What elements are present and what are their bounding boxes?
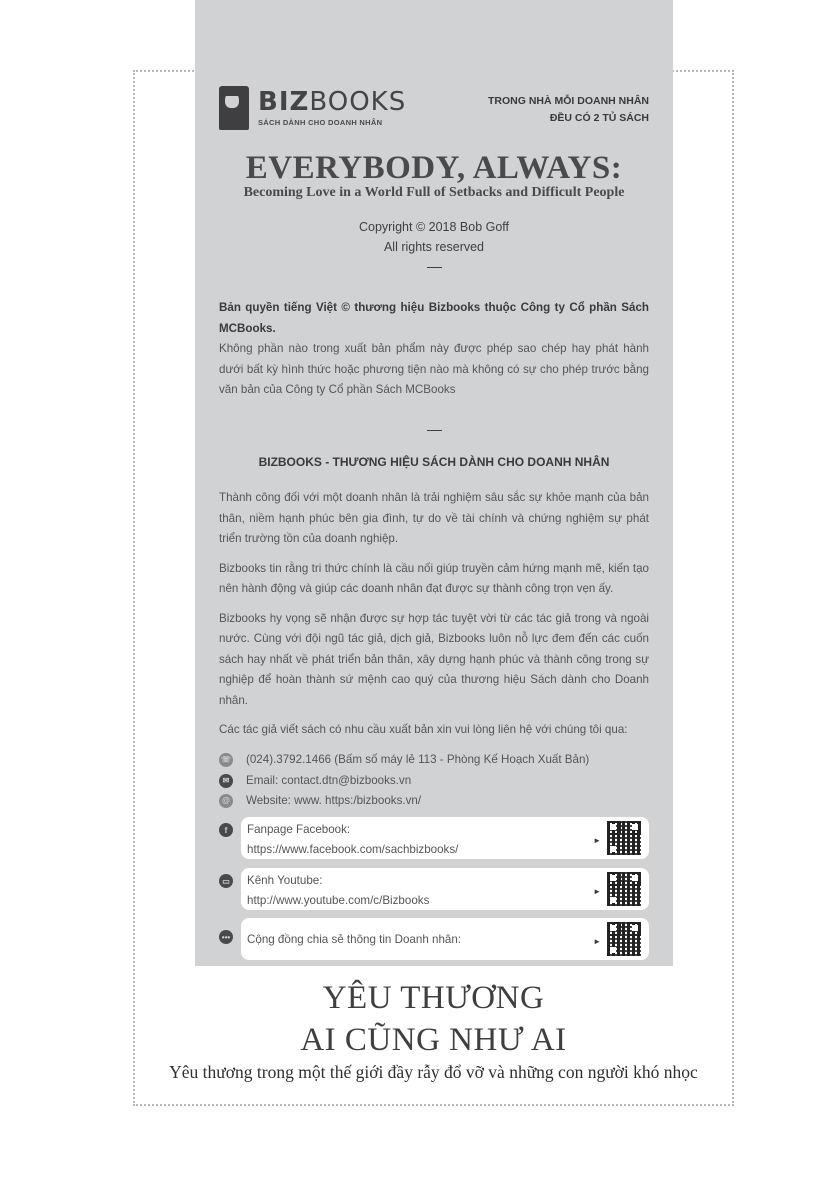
contact-phone [219, 750, 649, 771]
facebook-link-card[interactable] [219, 817, 649, 859]
vn-subtitle: Yêu thương trong một thế giới đầy rẫy đổ vỡ và những con người khó nhọc [169, 1062, 698, 1082]
arrow-right-icon: ► [593, 887, 601, 896]
link-label: Cộng đồng chia sẻ thông tin Doanh nhân: [247, 933, 462, 946]
logo-name: BIZBOOKS [258, 87, 407, 117]
website-link[interactable]: Website: www. https:/bizbooks.vn/ [246, 794, 422, 807]
link-label: Fanpage Facebook: [247, 823, 351, 836]
email-link[interactable]: Email: contact.dtn@bizbooks.vn [246, 773, 412, 787]
link-label: Kênh Youtube: [247, 874, 323, 887]
youtube-icon: ▭ [219, 874, 233, 888]
link-url[interactable]: http://www.youtube.com/c/Bizbooks [247, 894, 430, 907]
vn-title-line-2: AI CŨNG NHƯ AI [300, 1022, 567, 1058]
contact-intro: Các tác giả viết sách có nhu cầu xuất bản xin vui lòng liên hệ với chúng tôi qua: [219, 723, 628, 736]
divider [427, 267, 442, 268]
facebook-icon: f [219, 823, 233, 837]
community-icon: ••• [219, 930, 233, 944]
section-title: BIZBOOKS - THƯƠNG HIỆU SÁCH DÀNH CHO DOANH NHÂN [258, 455, 610, 469]
copyright-line: Copyright © 2018 Bob Goff [358, 220, 510, 234]
phone-icon: ☏ [219, 753, 233, 767]
paragraph: Bizbooks hy vọng sẽ nhận được sự hợp tác tuyệt vời từ các tác giả trong và ngoài nước. Cùng với đội ngũ tác giả, dịch giả, Bizbooks luôn nỗ lực đem đến các cuốn sách hay nhất về phát triển bản thân, xây dựng hạnh phúc và thành công trong sự nghiệp để hoàn thành sứ mệnh cao quý của thương hiệu Sách dành cho Doanh nhân. [219, 611, 649, 707]
contact-website [219, 791, 649, 812]
email-icon: ✉ [219, 774, 233, 788]
logo-tagline: SÁCH DÀNH CHO DOANH NHÂN [258, 118, 383, 127]
card-header [219, 86, 649, 132]
contact-email [219, 771, 649, 792]
qr-code-icon [607, 922, 641, 956]
copyright-card [195, 0, 673, 966]
section-body [219, 488, 649, 750]
paragraph: Bizbooks tin rằng tri thức chính là cầu nối giúp truyền cảm hứng mạnh mẽ, kiến tạo nên hành động và giúp các doanh nhân đạt được sự thành công trọn vẹn ấy. [219, 561, 649, 595]
vn-rights-heading: Bản quyền tiếng Việt © thương hiệu Bizbooks thuộc Công ty Cổ phần Sách MCBooks. [219, 301, 649, 335]
book-title: EVERYBODY, ALWAYS: [245, 150, 623, 186]
qr-code-icon [607, 821, 641, 855]
rights-line: All rights reserved [383, 240, 485, 254]
contact-list [219, 750, 649, 812]
divider [427, 430, 442, 431]
paragraph: Thành công đối với một doanh nhân là trải nghiệm sâu sắc sự khỏe mạnh của bản thân, niềm hạnh phúc bên gia đình, tự do về tài chính và chứng nghiệm sự phát triển trường tồn của doanh nghiệp. [219, 491, 649, 545]
vn-title-line-1: YÊU THƯƠNG [322, 980, 545, 1016]
book-subtitle: Becoming Love in a World Full of Setbacks and Difficult People [243, 185, 625, 200]
logo-portrait-icon [219, 86, 249, 130]
slogan-line-1: TRONG NHÀ MỖI DOANH NHÂN [488, 95, 649, 107]
link-url[interactable]: https://www.facebook.com/sachbizbooks/ [247, 843, 459, 856]
qr-code-icon [607, 872, 641, 906]
arrow-right-icon: ► [593, 836, 601, 845]
bizbooks-logo [219, 86, 406, 130]
vn-rights [219, 298, 649, 401]
website-icon: @ [219, 794, 233, 808]
slogan [488, 93, 649, 127]
phone-text: (024).3792.1466 (Bấm số máy lẻ 113 - Phòng Kế Hoạch Xuất Bản) [246, 753, 590, 766]
slogan-line-2: ĐỀU CÓ 2 TỦ SÁCH [549, 112, 649, 124]
copyright-notice [195, 217, 673, 257]
community-link-card[interactable] [219, 918, 649, 960]
vn-rights-text: Không phần nào trong xuất bản phẩm này được phép sao chép hay phát hành dưới bất kỳ hình thức hoặc phương tiện nào mà không có sự cho phép trước bằng văn bản của Công ty Cổ phần Sách MCBooks [219, 342, 649, 396]
arrow-right-icon: ► [593, 937, 601, 946]
youtube-link-card[interactable] [219, 868, 649, 910]
perforated-edge [195, 962, 673, 970]
